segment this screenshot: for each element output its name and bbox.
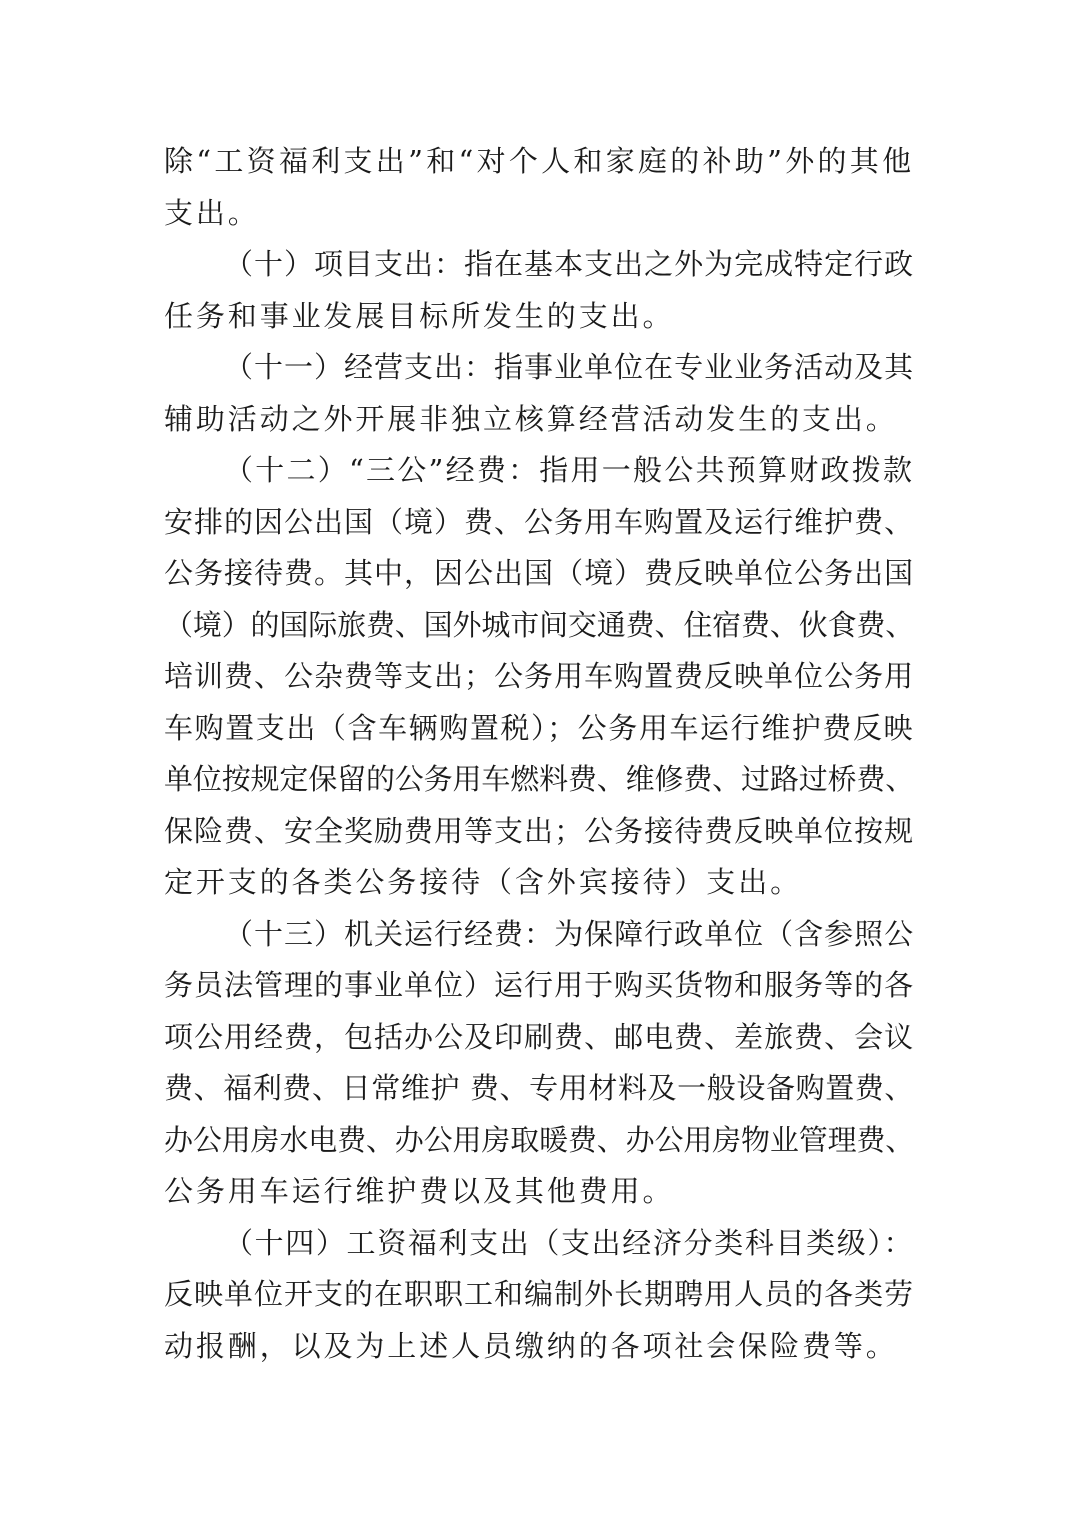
text-line: 培训费、公杂费等支出；公务用车购置费反映单位公务用 <box>164 659 914 693</box>
text-line: 务员法管理的事业单位）运行用于购买货物和服务等的各 <box>164 968 914 1002</box>
text-line: （十）项目支出：指在基本支出之外为完成特定行政 <box>224 247 914 281</box>
text-line: 反映单位开支的在职职工和编制外长期聘用人员的各类劳 <box>164 1277 914 1311</box>
text-line: 除“工资福利支出”和“对个人和家庭的补助”外的其他 <box>164 144 914 178</box>
text-line: 动报酬，以及为上述人员缴纳的各项社会保险费等。 <box>164 1328 898 1363</box>
text-line: 单位按规定保留的公务用车燃料费、维修费、过路过桥费、 <box>164 762 914 796</box>
text-line: 安排的因公出国（境）费、公务用车购置及运行维护费、 <box>164 504 914 539</box>
text-line: 辅助活动之外开展非独立核算经营活动发生的支出。 <box>164 401 898 436</box>
text-line: （十四）工资福利支出（支出经济分类科目类级）： <box>224 1225 914 1260</box>
text-line: 任务和事业发展目标所发生的支出。 <box>164 298 675 333</box>
text-line: 费、福利费、日常维护 费、专用材料及一般设备购置费、 <box>164 1071 914 1105</box>
text-line: 车购置支出（含车辆购置税）；公务用车运行维护费反映 <box>164 710 914 745</box>
text-line: （十二）“三公”经费：指用一般公共预算财政拨款 <box>224 453 914 487</box>
text-line: 保险费、安全奖励费用等支出；公务接待费反映单位按规 <box>164 813 914 848</box>
text-line: 项公用经费，包括办公及印刷费、邮电费、差旅费、会议 <box>164 1019 914 1054</box>
text-line: （十三）机关运行经费：为保障行政单位（含参照公 <box>224 916 914 951</box>
text-line: 公务接待费。其中，因公出国（境）费反映单位公务出国 <box>164 556 914 590</box>
text-line: （境）的国际旅费、国外城市间交通费、住宿费、伙食费、 <box>164 607 914 642</box>
text-line: 定开支的各类公务接待（含外宾接待）支出。 <box>164 865 803 899</box>
text-line: 办公用房水电费、办公用房取暖费、办公用房物业管理费、 <box>164 1122 914 1157</box>
document-body <box>164 136 914 1372</box>
text-line: （十一）经营支出：指事业单位在专业业务活动及其 <box>224 350 914 384</box>
text-line: 支出。 <box>164 195 260 230</box>
text-line: 公务用车运行维护费以及其他费用。 <box>164 1174 675 1208</box>
